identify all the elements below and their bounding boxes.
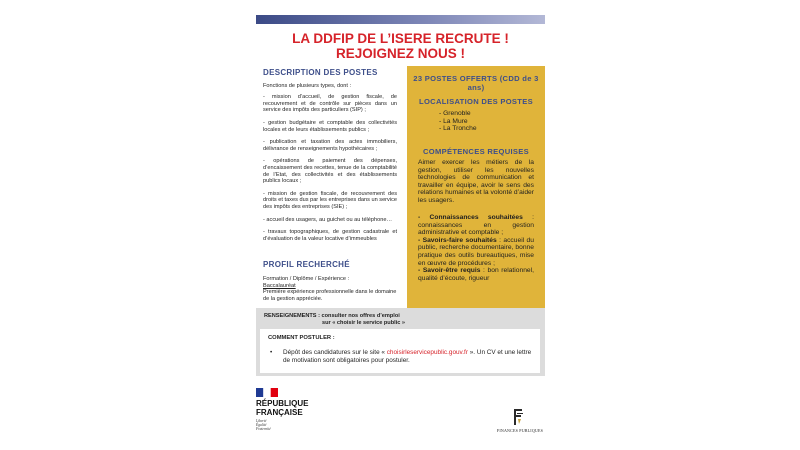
republique-francaise-logo bbox=[256, 400, 308, 417]
renseignements bbox=[264, 313, 414, 327]
city-item: - Grenoble bbox=[439, 110, 471, 117]
description-item: - mission de gestion fiscale, de recouvrement des droits et taxes dus par les entreprises dans un service des impôts des entreprises (SIE) ; bbox=[263, 190, 397, 210]
republique-line-2: FRANÇAISE bbox=[256, 407, 303, 417]
requirement-label: - Savoir-être requis bbox=[418, 267, 481, 275]
requirement-item bbox=[418, 214, 534, 237]
profil-heading: PROFIL RECHERCHÉ bbox=[263, 260, 350, 269]
description-item: - accueil des usagers, au guichet ou au téléphone… bbox=[263, 216, 393, 223]
competences-heading: COMPÉTENCES REQUISES bbox=[422, 147, 529, 156]
profil-line-1: Formation / Diplôme / Expérience : bbox=[263, 275, 350, 282]
requirements-list bbox=[418, 214, 534, 282]
description-section bbox=[263, 70, 397, 248]
finances-publiques-logo-icon bbox=[511, 408, 525, 426]
requirement-label: - Savoirs-faire souhaités bbox=[418, 236, 497, 244]
requirement-label: - Connaissances souhaitées bbox=[418, 214, 523, 221]
description-item: - opérations de paiement des dépenses, d’encaissement des recettes, tenue de la comptabilité de l’Etat, des collectivités et des établissements publics locaux ; bbox=[263, 158, 397, 185]
description-item: - gestion budgétaire et comptable des collectivités locales et de leurs établissements publics ; bbox=[263, 119, 397, 133]
title-line-2: REJOIGNEZ NOUS ! bbox=[335, 46, 465, 61]
requirement-text: : connaissances en gestion administrative et comptable ; bbox=[418, 214, 534, 237]
localisation-heading: LOCALISATION DES POSTES bbox=[419, 97, 533, 106]
republique-line-1: RÉPUBLIQUE bbox=[256, 399, 309, 408]
profil-line-3: Première expérience professionnelle dans le domaine de la gestion appréciée. bbox=[263, 289, 397, 303]
bullet-icon: • bbox=[270, 349, 273, 356]
competences-text: Aimer exercer les métiers de la gestion, utiliser les nouvelles technologies de communication et travailler en équipe, avoir le sens des relations humaines et la volonté d’aider les usagers. bbox=[418, 159, 534, 204]
requirement-text: : bon relationnel, qualité d’écoute, rigueur bbox=[418, 267, 534, 282]
description-item: - publication et taxation des actes immobiliers, délivrance de renseignements hypothécaires ; bbox=[263, 139, 397, 152]
requirement-item bbox=[418, 237, 534, 267]
description-intro: Fonctions de plusieurs types, dont : bbox=[263, 82, 351, 89]
description-heading: DESCRIPTION DES POSTES bbox=[263, 68, 378, 77]
postuler-box bbox=[260, 329, 540, 373]
postuler-before: Dépôt des candidatures sur le site « bbox=[283, 349, 387, 356]
offers-heading: 23 POSTES OFFERTS (CDD de 3 ans) bbox=[413, 74, 539, 92]
offers-panel bbox=[407, 66, 545, 308]
cities-list bbox=[435, 110, 551, 133]
postuler-after: ». Un CV et une lettre de motivation sont obligatoires pour postuler. bbox=[283, 349, 532, 364]
postuler-link[interactable]: choisirleservicepublic.gouv.fr bbox=[386, 349, 468, 356]
marianne-flag-icon bbox=[256, 388, 278, 397]
page-title bbox=[256, 31, 545, 61]
motto-line: Égalité bbox=[256, 423, 267, 428]
profil-section bbox=[263, 262, 397, 303]
finances-publiques-label: FINANCES PUBLIQUES bbox=[496, 428, 544, 433]
title-line-1: LA DDFIP DE L’ISERE RECRUTE ! bbox=[292, 31, 509, 46]
city-item: - La Tronche bbox=[439, 125, 477, 133]
requirement-item bbox=[418, 267, 534, 282]
renseignements-line-2: sur « choisir le service public » bbox=[322, 320, 406, 326]
postuler-heading: COMMENT POSTULER : bbox=[268, 335, 335, 341]
renseignements-line-1: RENSEIGNEMENTS : consulter nos offres d’emploi bbox=[264, 313, 400, 319]
top-banner-bar bbox=[256, 15, 545, 24]
motto bbox=[256, 419, 271, 432]
description-item: - mission d’accueil, de gestion fiscale, de recouvrement et de contrôle sur pièces dans un service des impôts des particuliers (SIP) ; bbox=[263, 94, 397, 114]
city-item: - La Mure bbox=[439, 117, 468, 125]
postuler-text bbox=[272, 349, 534, 364]
requirement-text: : accueil du public, recherche documentaire, bonne pratique des outils bureautiques, mise en œuvre de procédures ; bbox=[418, 236, 534, 267]
motto-line: Fraternité bbox=[256, 427, 271, 432]
profil-diploma: Baccalauréat bbox=[263, 282, 296, 289]
description-item: - travaux topographiques, de gestion cadastrale et d’évaluation de la valeur locative d’immeubles bbox=[263, 229, 397, 242]
motto-line: Liberté bbox=[256, 419, 267, 423]
